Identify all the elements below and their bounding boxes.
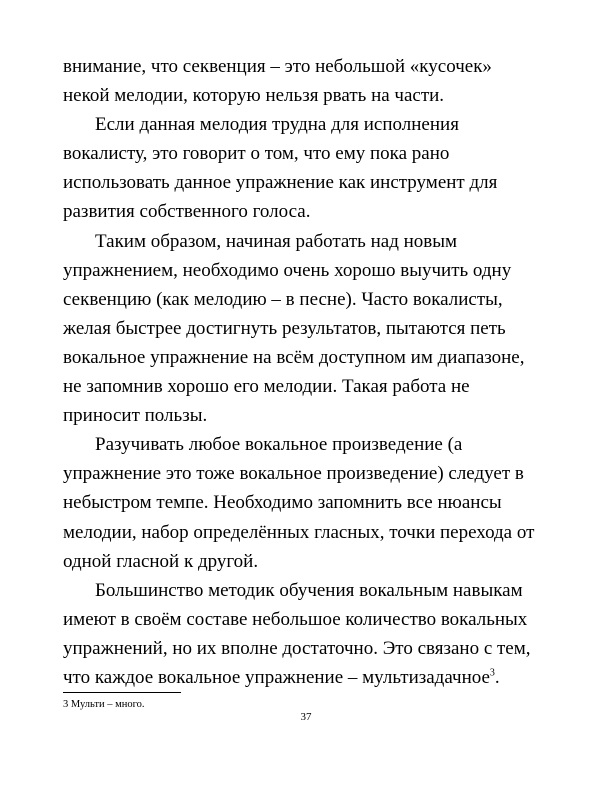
text-line: некой мелодии, которую нельзя рвать на части. (63, 85, 445, 107)
text-line: одной гласной к другой. (63, 550, 259, 572)
paragraph-5 (63, 576, 563, 692)
text-line: упражнением, необходимо очень хорошо выучить одну (63, 259, 512, 281)
text-line: Большинство методик обучения вокальным навыкам (95, 579, 523, 601)
text-line: упражнение это тоже вокальное произведение) следует в (63, 463, 524, 485)
text-line: внимание, что секвенция – это небольшой «кусочек» (63, 56, 492, 77)
text-line: упражнений, но их вполне достаточно. Это связано с тем, (63, 637, 531, 659)
text-line: Таким образом, начиная работать над новым (95, 230, 458, 252)
text-line: желая быстрее достигнуть результатов, пытаются петь (63, 317, 506, 339)
text-line-with-footnote (63, 663, 563, 692)
text-line: небыстром темпе. Необходимо запомнить все нюансы (63, 492, 502, 514)
paragraph-4 (63, 430, 563, 575)
text-line: Разучивать любое вокальное произведение (а (95, 434, 463, 456)
body-text (63, 52, 563, 692)
footnote-text: 3 Мульти – много. (63, 699, 145, 710)
text-line: использовать данное упражнение как инструмент для (63, 172, 498, 194)
text-line: мелодии, набор определённых гласных, точки перехода от (63, 521, 535, 543)
text-line: вокалисту, это говорит о том, что ему пока рано (63, 143, 450, 165)
text-fragment: . (494, 666, 500, 688)
footnote-reference[interactable]: 3 (489, 667, 495, 679)
text-line: секвенцию (как мелодию – в песне). Часто вокалисты, (63, 288, 503, 310)
text-line: вокальное упражнение на всём доступном им диапазоне, (63, 346, 525, 368)
page-number: 37 (300, 711, 312, 723)
text-line: не запомнив хорошо его мелодии. Такая работа не (63, 376, 470, 398)
paragraph-3 (63, 227, 563, 431)
paragraph-2 (63, 110, 563, 226)
text-line: имеют в своём составе небольшое количество вокальных (63, 608, 528, 630)
footnote-divider (63, 692, 181, 693)
text-line: Если данная мелодия трудна для исполнения (95, 114, 459, 136)
text-line: развития собственного голоса. (63, 201, 311, 223)
paragraph-1 (63, 52, 563, 110)
text-fragment: что каждое вокальное упражнение – мультизадачное (63, 666, 490, 688)
text-line: приносит пользы. (63, 405, 208, 427)
